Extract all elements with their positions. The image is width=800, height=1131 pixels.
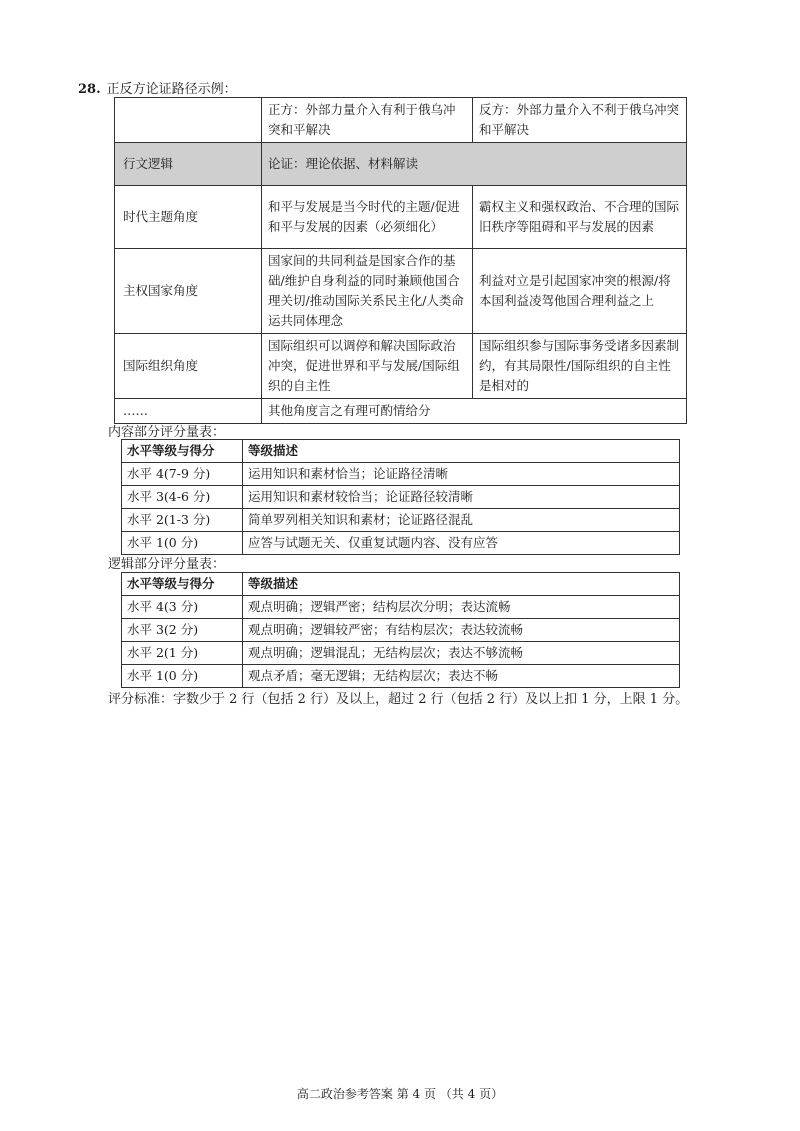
question-heading — [78, 78, 237, 97]
table-row — [122, 463, 680, 486]
logic-scale-table — [121, 572, 680, 688]
desc-cell: 应答与试题无关、仅重复试题内容、没有应答 — [243, 532, 680, 555]
other-label-cell: …… — [115, 399, 262, 424]
table-row — [122, 596, 680, 619]
logic-row — [115, 143, 687, 186]
logic-scale-title: 逻辑部分评分量表： — [108, 557, 226, 572]
desc-cell: 观点明确；逻辑混乱；无结构层次；表达不够流畅 — [243, 642, 680, 665]
table-row — [115, 186, 687, 249]
table-row — [115, 249, 687, 334]
table-row — [122, 619, 680, 642]
level-cell: 水平 3(4-6 分) — [122, 486, 243, 509]
level-cell: 水平 2(1-3 分) — [122, 509, 243, 532]
level-cell: 水平 1(0 分) — [122, 665, 243, 688]
logic-text-cell: 论证：理论依据、材料解读 — [262, 143, 687, 186]
desc-header: 等级描述 — [243, 440, 680, 463]
level-cell: 水平 2(1 分) — [122, 642, 243, 665]
con-cell: 利益对立是引起国家冲突的根源/将本国利益凌驾他国合理利益之上 — [473, 249, 687, 334]
content-scale-table — [121, 439, 680, 555]
table-row — [122, 665, 680, 688]
other-row — [115, 399, 687, 424]
desc-cell: 观点明确；逻辑较严密；有结构层次；表达较流畅 — [243, 619, 680, 642]
question-number: 28. — [78, 82, 101, 97]
pro-cell: 国际组织可以调停和解决国际政治冲突，促进世界和平与发展/国际组织的自主性 — [262, 334, 473, 399]
table-header-row — [115, 98, 687, 143]
pro-header-cell: 正方：外部力量介入有利于俄乌冲突和平解决 — [262, 98, 473, 143]
question-title: 正反方论证路径示例： — [106, 82, 237, 97]
logic-label-cell: 行文逻辑 — [115, 143, 262, 186]
level-cell: 水平 4(3 分) — [122, 596, 243, 619]
angle-cell: 主权国家角度 — [115, 249, 262, 334]
table-row — [115, 334, 687, 399]
table-row — [122, 532, 680, 555]
con-cell: 国际组织参与国际事务受诸多因素制约，有其局限性/国际组织的自主性是相对的 — [473, 334, 687, 399]
angle-cell: 时代主题角度 — [115, 186, 262, 249]
pro-cell: 和平与发展是当今时代的主题/促进和平与发展的因素（必须细化） — [262, 186, 473, 249]
content-scale-title: 内容部分评分量表： — [108, 425, 226, 440]
pro-cell: 国家间的共同利益是国家合作的基础/维护自身利益的同时兼顾他国合理关切/推动国际关系民主化/人类命运共同体理念 — [262, 249, 473, 334]
scoring-footnote: 评分标准：字数少于 2 行（包括 2 行）及以上，超过 2 行（包括 2 行）及以上扣 1 分，上限 1 分。 — [108, 692, 689, 707]
con-cell: 霸权主义和强权政治、不合理的国际旧秩序等阻碍和平与发展的因素 — [473, 186, 687, 249]
argument-path-table — [114, 97, 687, 424]
level-header: 水平等级与得分 — [122, 573, 243, 596]
header-blank-cell — [115, 98, 262, 143]
page-footer: 高二政治参考答案 第 4 页 （共 4 页） — [296, 1087, 504, 1101]
table-row — [122, 486, 680, 509]
angle-cell: 国际组织角度 — [115, 334, 262, 399]
level-cell: 水平 3(2 分) — [122, 619, 243, 642]
other-text-cell: 其他角度言之有理可酌情给分 — [262, 399, 687, 424]
desc-cell: 运用知识和素材恰当；论证路径清晰 — [243, 463, 680, 486]
table-row — [122, 509, 680, 532]
table-header-row — [122, 440, 680, 463]
level-header: 水平等级与得分 — [122, 440, 243, 463]
con-header-cell: 反方：外部力量介入不利于俄乌冲突和平解决 — [473, 98, 687, 143]
desc-cell: 观点矛盾；毫无逻辑；无结构层次；表达不畅 — [243, 665, 680, 688]
desc-cell: 简单罗列相关知识和素材；论证路径混乱 — [243, 509, 680, 532]
desc-cell: 观点明确；逻辑严密；结构层次分明；表达流畅 — [243, 596, 680, 619]
desc-header: 等级描述 — [243, 573, 680, 596]
table-row — [122, 642, 680, 665]
level-cell: 水平 4(7-9 分) — [122, 463, 243, 486]
table-header-row — [122, 573, 680, 596]
desc-cell: 运用知识和素材较恰当；论证路径较清晰 — [243, 486, 680, 509]
level-cell: 水平 1(0 分) — [122, 532, 243, 555]
